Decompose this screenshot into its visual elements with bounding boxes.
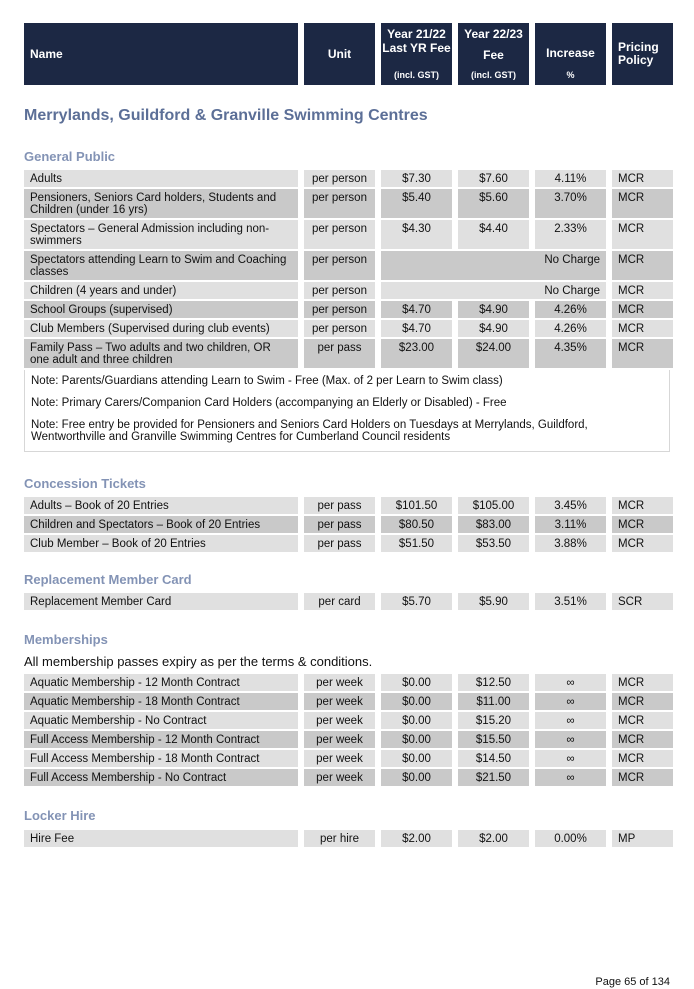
table-row: [24, 731, 670, 748]
cell-increase: ∞: [535, 769, 606, 786]
cell-name: Aquatic Membership - 12 Month Contract: [24, 674, 298, 691]
general-public-notes: [24, 370, 670, 452]
cell-pricing-policy: MP: [612, 830, 673, 847]
cell-last-yr-fee: $80.50: [381, 516, 452, 533]
cell-pricing-policy: MCR: [612, 282, 673, 299]
cell-pricing-policy: MCR: [612, 497, 673, 514]
cell-name: Aquatic Membership - No Contract: [24, 712, 298, 729]
cell-unit: per card: [304, 593, 375, 610]
cell-last-yr-fee: $2.00: [381, 830, 452, 847]
cell-unit: per person: [304, 282, 375, 299]
cell-fee: $53.50: [458, 535, 529, 552]
cell-last-yr-fee: $0.00: [381, 712, 452, 729]
cell-pricing-policy: MCR: [612, 301, 673, 318]
cell-unit: per person: [304, 220, 375, 249]
header-incl-gst-b: (incl. GST): [471, 70, 516, 80]
header-pricing-policy-label: Pricing Policy: [618, 40, 659, 67]
table-row: [24, 189, 670, 218]
cell-fee: $5.90: [458, 593, 529, 610]
cell-unit: per week: [304, 712, 375, 729]
header-name-label: Name: [30, 46, 63, 61]
cell-fee: $5.60: [458, 189, 529, 218]
locker-table: [24, 830, 670, 847]
cell-pricing-policy: MCR: [612, 170, 673, 187]
cell-fee: $15.50: [458, 731, 529, 748]
cell-unit: per hire: [304, 830, 375, 847]
section-heading-replacement: Replacement Member Card: [24, 572, 192, 587]
table-row: [24, 170, 670, 187]
cell-increase: 4.26%: [535, 301, 606, 318]
cell-name: Club Member – Book of 20 Entries: [24, 535, 298, 552]
cell-fee: $21.50: [458, 769, 529, 786]
header-unit-label: Unit: [327, 46, 352, 61]
cell-pricing-policy: MCR: [612, 339, 673, 368]
cell-name: Children (4 years and under): [24, 282, 298, 299]
cell-name: Replacement Member Card: [24, 593, 298, 610]
table-row: [24, 497, 670, 514]
cell-unit: per person: [304, 251, 375, 280]
cell-fee: $11.00: [458, 693, 529, 710]
cell-name: Spectators – General Admission including non-swimmers: [24, 220, 298, 249]
cell-last-yr-fee: $4.70: [381, 301, 452, 318]
general-public-table: [24, 170, 670, 368]
cell-last-yr-fee: $0.00: [381, 731, 452, 748]
table-row: [24, 674, 670, 691]
cell-name: Full Access Membership - 18 Month Contract: [24, 750, 298, 767]
table-row: [24, 712, 670, 729]
cell-name: Full Access Membership - No Contract: [24, 769, 298, 786]
cell-last-yr-fee: $4.70: [381, 320, 452, 337]
table-row: [24, 593, 670, 610]
cell-pricing-policy: MCR: [612, 712, 673, 729]
cell-name: Family Pass – Two adults and two children, OR one adult and three children: [24, 339, 298, 368]
cell-unit: per person: [304, 320, 375, 337]
table-row: [24, 535, 670, 552]
page-title: Merrylands, Guildford & Granville Swimming Centres: [24, 107, 428, 124]
cell-increase: 3.51%: [535, 593, 606, 610]
cell-increase: 3.88%: [535, 535, 606, 552]
table-row: [24, 516, 670, 533]
cell-last-yr-fee: $0.00: [381, 674, 452, 691]
header-incl-gst-a: (incl. GST): [394, 70, 439, 80]
table-row: [24, 282, 670, 299]
table-row: [24, 251, 670, 280]
cell-name: Hire Fee: [24, 830, 298, 847]
cell-last-yr-fee: $7.30: [381, 170, 452, 187]
cell-unit: per pass: [304, 339, 375, 368]
table-row: [24, 301, 670, 318]
header-last-yr-fee: [381, 23, 452, 85]
cell-unit: per week: [304, 731, 375, 748]
cell-fee: $12.50: [458, 674, 529, 691]
header-increase: [535, 23, 606, 85]
cell-increase: ∞: [535, 693, 606, 710]
cell-pricing-policy: MCR: [612, 769, 673, 786]
cell-fee: $14.50: [458, 750, 529, 767]
cell-increase: 4.11%: [535, 170, 606, 187]
cell-pricing-policy: MCR: [612, 731, 673, 748]
cell-name: Spectators attending Learn to Swim and Coaching classes: [24, 251, 298, 280]
cell-fee: $4.90: [458, 320, 529, 337]
cell-unit: per week: [304, 769, 375, 786]
cell-last-yr-fee: $101.50: [381, 497, 452, 514]
cell-increase: 4.26%: [535, 320, 606, 337]
cell-fee: $24.00: [458, 339, 529, 368]
cell-unit: per week: [304, 674, 375, 691]
replacement-table: [24, 593, 670, 610]
table-row: [24, 750, 670, 767]
table-row: [24, 320, 670, 337]
cell-name: Children and Spectators – Book of 20 Entries: [24, 516, 298, 533]
header-last-yr-fee-label: Last YR Fee: [382, 41, 451, 55]
table-header: [24, 23, 670, 85]
cell-increase: 2.33%: [535, 220, 606, 249]
table-row: [24, 693, 670, 710]
cell-unit: per person: [304, 189, 375, 218]
cell-last-yr-fee: $5.70: [381, 593, 452, 610]
header-percent: %: [566, 70, 575, 80]
cell-pricing-policy: MCR: [612, 750, 673, 767]
memberships-table: [24, 674, 670, 786]
cell-fee: $2.00: [458, 830, 529, 847]
table-row: [24, 339, 670, 368]
table-row: [24, 769, 670, 786]
cell-increase: ∞: [535, 750, 606, 767]
cell-last-yr-fee: $23.00: [381, 339, 452, 368]
note: Note: Parents/Guardians attending Learn to Swim - Free (Max. of 2 per Learn to Swim class): [31, 375, 503, 387]
cell-pricing-policy: MCR: [612, 535, 673, 552]
cell-increase: 3.45%: [535, 497, 606, 514]
cell-increase: 4.35%: [535, 339, 606, 368]
cell-name: Adults: [24, 170, 298, 187]
header-unit: [304, 23, 375, 85]
cell-pricing-policy: MCR: [612, 516, 673, 533]
section-heading-concession: Concession Tickets: [24, 476, 146, 491]
header-name: [24, 23, 298, 85]
cell-pricing-policy: MCR: [612, 674, 673, 691]
note: Note: Free entry be provided for Pensioners and Seniors Card Holders on Tuesdays at Merrylands, Guildford, Wentworthville and Granville Swimming Centres for Cumberland Council residents: [31, 419, 588, 443]
section-heading-locker: Locker Hire: [24, 808, 96, 823]
cell-name: Adults – Book of 20 Entries: [24, 497, 298, 514]
header-fee-label: Fee: [483, 48, 504, 62]
cell-increase: ∞: [535, 731, 606, 748]
cell-unit: per pass: [304, 535, 375, 552]
cell-name: Aquatic Membership - 18 Month Contract: [24, 693, 298, 710]
header-fee: [458, 23, 529, 85]
cell-increase: 3.70%: [535, 189, 606, 218]
cell-name: Pensioners, Seniors Card holders, Students and Children (under 16 yrs): [24, 189, 298, 218]
cell-last-yr-fee: $0.00: [381, 769, 452, 786]
cell-unit: per week: [304, 750, 375, 767]
cell-fee: $7.60: [458, 170, 529, 187]
cell-fee: $15.20: [458, 712, 529, 729]
header-year-a: Year 21/22: [387, 27, 446, 41]
cell-last-yr-fee: $4.30: [381, 220, 452, 249]
header-year-b: Year 22/23: [464, 27, 523, 41]
cell-unit: per person: [304, 170, 375, 187]
fee-schedule-page: [24, 23, 670, 849]
cell-pricing-policy: MCR: [612, 320, 673, 337]
section-heading-general-public: General Public: [24, 149, 116, 164]
page-number: Page 65 of 134: [595, 976, 670, 988]
cell-name: Full Access Membership - 12 Month Contract: [24, 731, 298, 748]
table-row: [24, 830, 670, 847]
cell-unit: per pass: [304, 497, 375, 514]
table-row: [24, 220, 670, 249]
cell-name: Club Members (Supervised during club events): [24, 320, 298, 337]
cell-pricing-policy: MCR: [612, 693, 673, 710]
cell-merged: No Charge: [381, 282, 606, 299]
cell-last-yr-fee: $0.00: [381, 693, 452, 710]
cell-last-yr-fee: $0.00: [381, 750, 452, 767]
cell-last-yr-fee: $5.40: [381, 189, 452, 218]
memberships-subtext: All membership passes expiry as per the terms & conditions.: [24, 654, 373, 669]
cell-last-yr-fee: $51.50: [381, 535, 452, 552]
header-pricing-policy: [612, 23, 673, 85]
cell-increase: 3.11%: [535, 516, 606, 533]
cell-fee: $4.40: [458, 220, 529, 249]
cell-pricing-policy: MCR: [612, 220, 673, 249]
cell-increase: ∞: [535, 712, 606, 729]
cell-pricing-policy: MCR: [612, 251, 673, 280]
header-increase-label: Increase: [546, 46, 595, 60]
cell-unit: per pass: [304, 516, 375, 533]
cell-name: School Groups (supervised): [24, 301, 298, 318]
cell-unit: per week: [304, 693, 375, 710]
section-heading-memberships: Memberships: [24, 632, 108, 647]
cell-increase: ∞: [535, 674, 606, 691]
cell-increase: 0.00%: [535, 830, 606, 847]
concession-table: [24, 497, 670, 552]
cell-pricing-policy: SCR: [612, 593, 673, 610]
cell-fee: $83.00: [458, 516, 529, 533]
cell-fee: $105.00: [458, 497, 529, 514]
cell-merged: No Charge: [381, 251, 606, 280]
cell-unit: per person: [304, 301, 375, 318]
cell-fee: $4.90: [458, 301, 529, 318]
note: Note: Primary Carers/Companion Card Holders (accompanying an Elderly or Disabled) - Free: [31, 397, 507, 409]
cell-pricing-policy: MCR: [612, 189, 673, 218]
